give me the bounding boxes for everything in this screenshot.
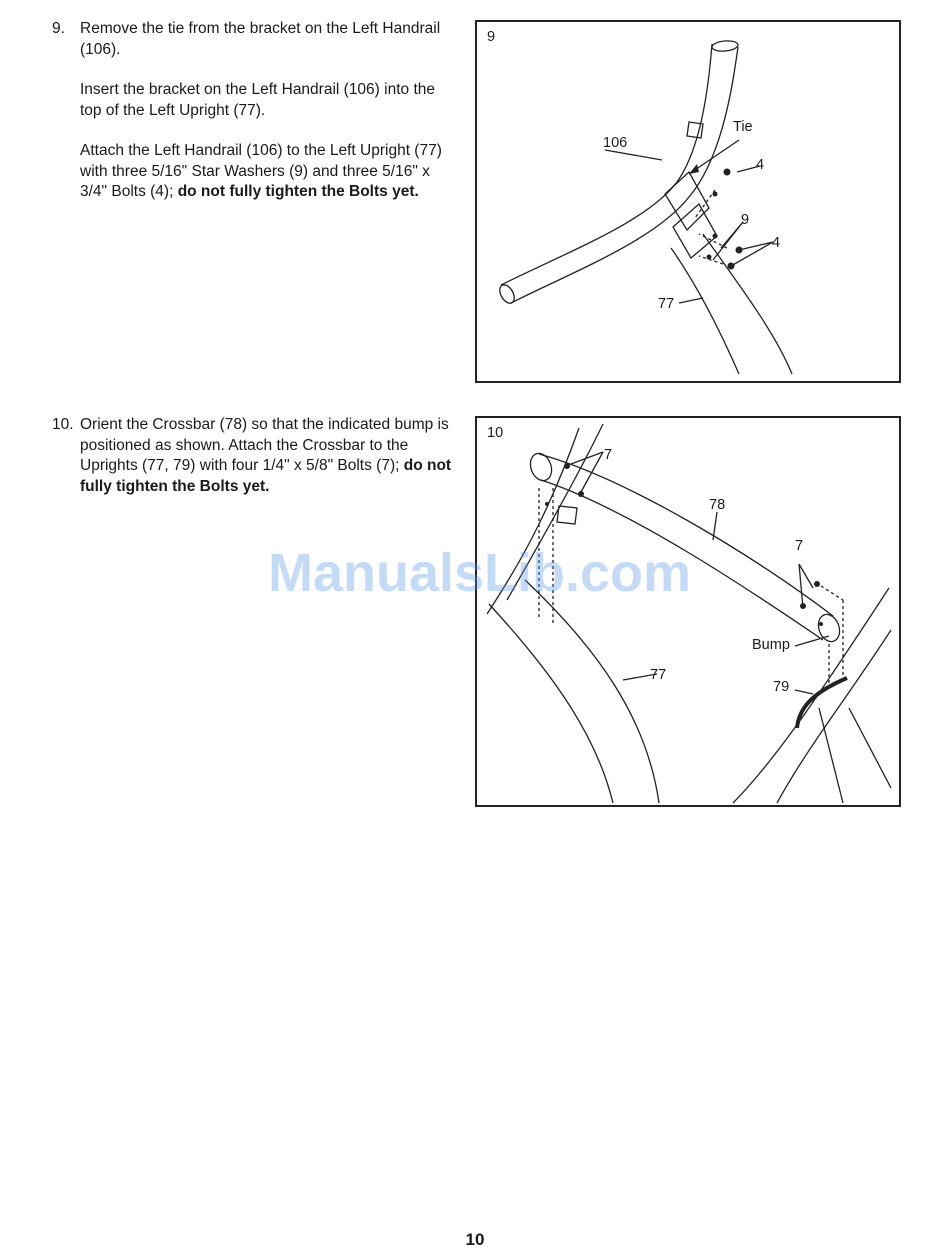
label-7-right: 7: [795, 538, 804, 554]
step-9-instruction: Attach the Left Handrail (106) to the Left Upright (77) with three 5/16" Star Washers (9) and three 5/16" x 3/4" Bolts (4);: [80, 142, 442, 200]
step-9-paragraph-1: Remove the tie from the bracket on the Left Handrail (106).: [80, 20, 441, 58]
label-7-left: 7: [604, 447, 613, 463]
figure-10-number: 10: [487, 425, 504, 441]
label-9: 9: [741, 212, 750, 228]
figure-10-drawing: [477, 418, 903, 809]
label-77: 77: [650, 667, 667, 683]
figure-9-drawing: [477, 22, 903, 385]
label-4-top: 4: [756, 157, 765, 173]
step-10: [52, 415, 452, 517]
label-tie: Tie: [733, 119, 753, 135]
label-4-bottom: 4: [772, 235, 781, 251]
label-77: 77: [658, 296, 675, 312]
step-9: [52, 19, 452, 223]
step-9-warning: do not fully tighten the Bolts yet.: [177, 183, 419, 200]
step-9-number: 9.: [52, 20, 65, 37]
step-9-body: [80, 19, 452, 203]
figure-9-number: 9: [487, 29, 496, 45]
label-bump: Bump: [752, 637, 790, 653]
step-9-paragraph-3: [80, 141, 452, 203]
figure-9: [475, 20, 901, 383]
step-10-warning: do not fully tighten the Bolts yet.: [80, 457, 452, 495]
figure-10: [475, 416, 901, 807]
step-10-paragraph-1: [80, 415, 452, 497]
label-79: 79: [773, 679, 790, 695]
label-106: 106: [603, 135, 628, 151]
step-9-paragraph-2: Insert the bracket on the Left Handrail (106) into the top of the Left Upright (77).: [80, 81, 435, 119]
step-10-number: 10.: [52, 416, 74, 433]
label-78: 78: [709, 497, 726, 513]
step-10-body: [80, 415, 452, 497]
watermark: ManualsLib.com: [268, 543, 692, 603]
step-10-instruction: Orient the Crossbar (78) so that the indicated bump is positioned as shown. Attach the Crossbar to the Uprights (77, 79) with four 1/4" x 5/8" Bolts (7);: [80, 416, 449, 474]
page-number: 10: [465, 1230, 485, 1249]
